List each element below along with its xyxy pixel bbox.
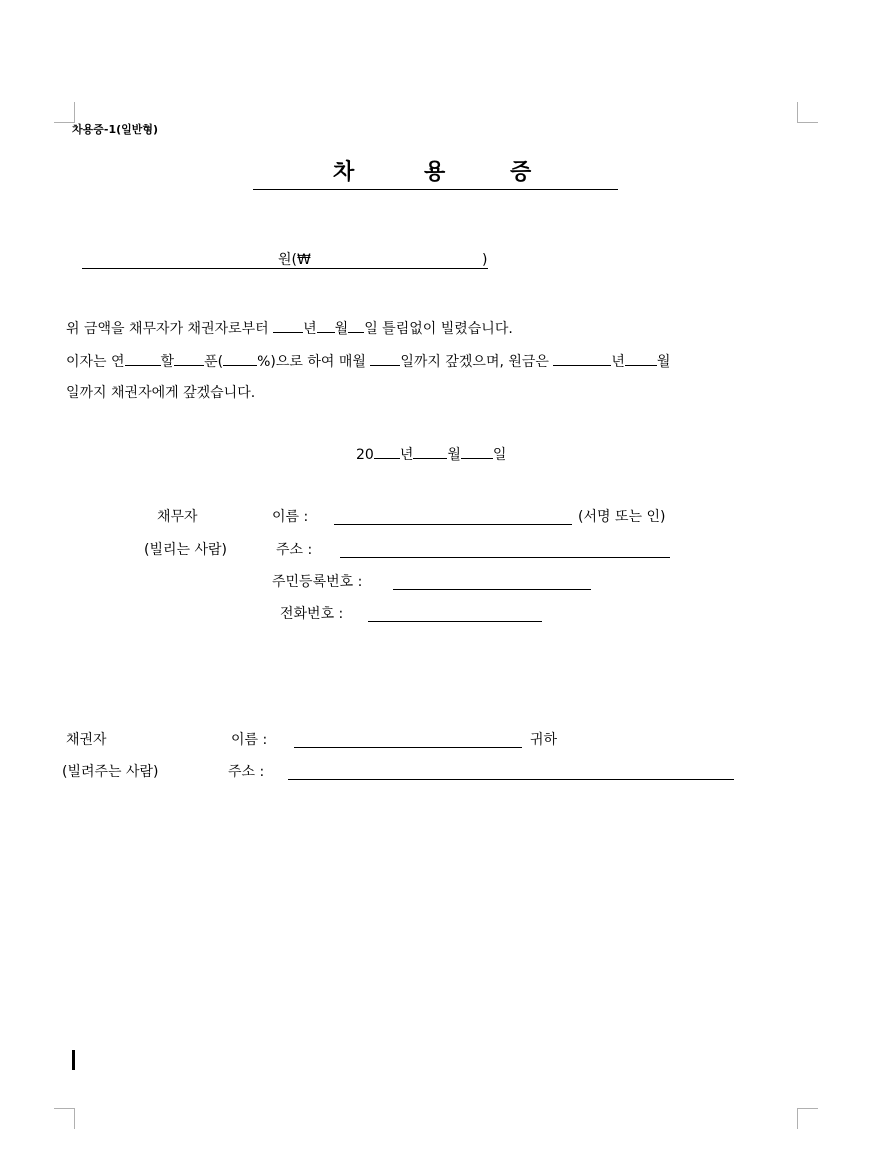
body-l2-pct: %)으로 하여 매월 (257, 354, 371, 370)
title-char-2: 용 (424, 160, 446, 185)
debtor-id-field[interactable] (393, 589, 591, 590)
debtor-name-field[interactable] (334, 524, 572, 525)
blank-monthly-day (370, 351, 400, 366)
creditor-addr-label: 주소 : (228, 764, 265, 780)
debtor-name-label: 이름 : (272, 509, 309, 525)
date-line (356, 444, 506, 464)
form-code: 차용증-1(일반형) (72, 123, 159, 136)
debtor-addr-label: 주소 : (276, 542, 313, 558)
body-line-2 (66, 351, 670, 371)
debtor-role-sub: (빌리는 사람) (144, 542, 227, 558)
date-month: 월 (447, 447, 461, 463)
body-l2-month: 월 (656, 354, 671, 370)
amount-close-paren: ) (482, 252, 488, 268)
blank-interest-hal (125, 351, 161, 366)
crop-mark-bottom-left (54, 1108, 75, 1129)
body-l2-year: 년 (611, 354, 625, 370)
creditor-name-field[interactable] (294, 747, 522, 748)
title-char-3: 증 (510, 160, 532, 185)
creditor-role-sub: (빌려주는 사람) (62, 764, 159, 780)
title-char-1: 차 (333, 160, 355, 185)
blank-date-month (413, 444, 447, 459)
creditor-role: 채권자 (66, 732, 107, 748)
debtor-phone-label: 전화번호 : (280, 606, 344, 622)
debtor-id-label: 주민등록번호 : (272, 574, 363, 590)
creditor-name-label: 이름 : (231, 732, 268, 748)
debtor-phone-field[interactable] (368, 621, 542, 622)
body-l1-rest: 일 틀림없이 빌렸습니다. (364, 321, 513, 337)
body-l2-hal: 할 (160, 354, 175, 370)
debtor-sign-note: (서명 또는 인) (578, 509, 666, 525)
body-l1-month: 월 (334, 321, 349, 337)
creditor-address-field[interactable] (288, 779, 734, 780)
body-l1-text: 위 금액을 채무자가 채권자로부터 (66, 321, 274, 337)
creditor-honorific: 귀하 (530, 732, 558, 748)
body-line-3: 일까지 채권자에게 갚겠습니다. (66, 385, 256, 401)
blank-year (273, 318, 303, 333)
body-l2-day: 일까지 갚겠으며, 원금은 (400, 354, 554, 370)
debtor-role: 채무자 (157, 509, 198, 525)
blank-principal-year (553, 351, 611, 366)
crop-mark-bottom-right (797, 1108, 818, 1129)
blank-principal-month (625, 351, 657, 366)
date-year: 년 (399, 447, 414, 463)
document-title (253, 153, 618, 190)
text-cursor (72, 1050, 75, 1070)
amount-line (82, 251, 488, 271)
blank-interest-pct (223, 351, 257, 366)
date-day: 일 (492, 447, 507, 463)
body-line-1 (66, 318, 513, 338)
blank-interest-pun (174, 351, 204, 366)
body-l2-text: 이자는 연 (66, 354, 125, 370)
date-prefix: 20 (356, 447, 374, 463)
crop-mark-top-right (797, 102, 818, 123)
amount-won-label: 원(₩ (278, 252, 311, 268)
blank-date-day (461, 444, 493, 459)
blank-day (348, 318, 364, 333)
blank-date-year (374, 444, 400, 459)
body-l2-pun: 푼( (204, 354, 224, 370)
body-l1-year: 년 (303, 321, 317, 337)
debtor-address-field[interactable] (340, 557, 670, 558)
blank-month (317, 318, 335, 333)
crop-mark-top-left (54, 102, 75, 123)
